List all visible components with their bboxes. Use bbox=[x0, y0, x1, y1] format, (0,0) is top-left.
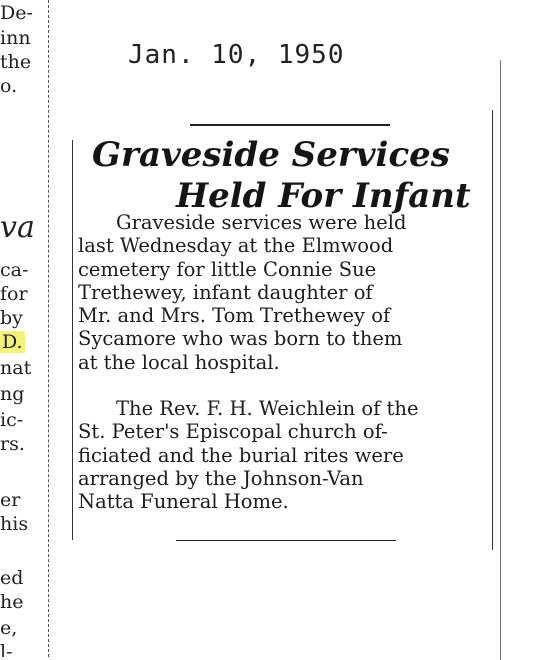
headline-line-1: Graveside Services bbox=[92, 135, 450, 175]
article-line: The Rev. F. H. Weichlein of the bbox=[116, 397, 419, 420]
article-line: last Wednesday at the Elmwood bbox=[78, 234, 394, 258]
adjacent-line: o. bbox=[0, 75, 18, 97]
headline-line-2: Held For Infant bbox=[176, 176, 471, 216]
bottom-rule bbox=[176, 540, 396, 541]
adjacent-line: ca- bbox=[0, 259, 29, 281]
article-paragraph-2 bbox=[78, 397, 488, 513]
column-divider bbox=[48, 0, 50, 657]
adjacent-line: rs. bbox=[0, 433, 25, 455]
adjacent-line-highlighted bbox=[0, 331, 25, 353]
adjacent-column-fragment bbox=[0, 0, 42, 657]
article-line: Mr. and Mrs. Tom Trethewey of bbox=[78, 304, 391, 328]
article-line: St. Peter's Episcopal church of- bbox=[78, 420, 388, 444]
article-line: Sycamore who was born to them bbox=[78, 327, 403, 351]
adjacent-line: er bbox=[0, 489, 21, 511]
article-line: cemetery for little Connie Sue bbox=[78, 257, 377, 281]
adjacent-line: he bbox=[0, 591, 24, 613]
top-rule bbox=[190, 124, 390, 126]
article-line: Natta Funeral Home. bbox=[78, 490, 289, 514]
article-paragraph-1 bbox=[78, 211, 488, 374]
adjacent-line: his bbox=[0, 513, 29, 535]
clipping-date: Jan. 10, 1950 bbox=[128, 40, 345, 70]
article-line: ficiated and the burial rites were bbox=[78, 443, 404, 467]
adjacent-line: the bbox=[0, 51, 32, 73]
outer-right-edge bbox=[500, 60, 501, 660]
adjacent-line: e, bbox=[0, 617, 18, 639]
highlighted-text: D. bbox=[2, 331, 23, 353]
adjacent-line: ic- bbox=[0, 409, 24, 431]
adjacent-line: for bbox=[0, 283, 28, 305]
article-line: at the local hospital. bbox=[78, 350, 280, 374]
adjacent-line: ed bbox=[0, 567, 24, 589]
adjacent-line: by bbox=[0, 307, 23, 329]
adjacent-line: inn bbox=[0, 27, 31, 49]
adjacent-line: l- bbox=[0, 641, 13, 657]
adjacent-line: De- bbox=[0, 2, 33, 24]
adjacent-line: ng bbox=[0, 383, 25, 405]
article-line: Trethewey, infant daughter of bbox=[78, 280, 373, 304]
left-clipping-edge bbox=[72, 140, 73, 540]
article-line: arranged by the Johnson-Van bbox=[78, 466, 364, 490]
adjacent-headline-fragment: va bbox=[0, 210, 35, 245]
adjacent-line: nat bbox=[0, 357, 32, 379]
article-line: Graveside services were held bbox=[116, 211, 407, 234]
